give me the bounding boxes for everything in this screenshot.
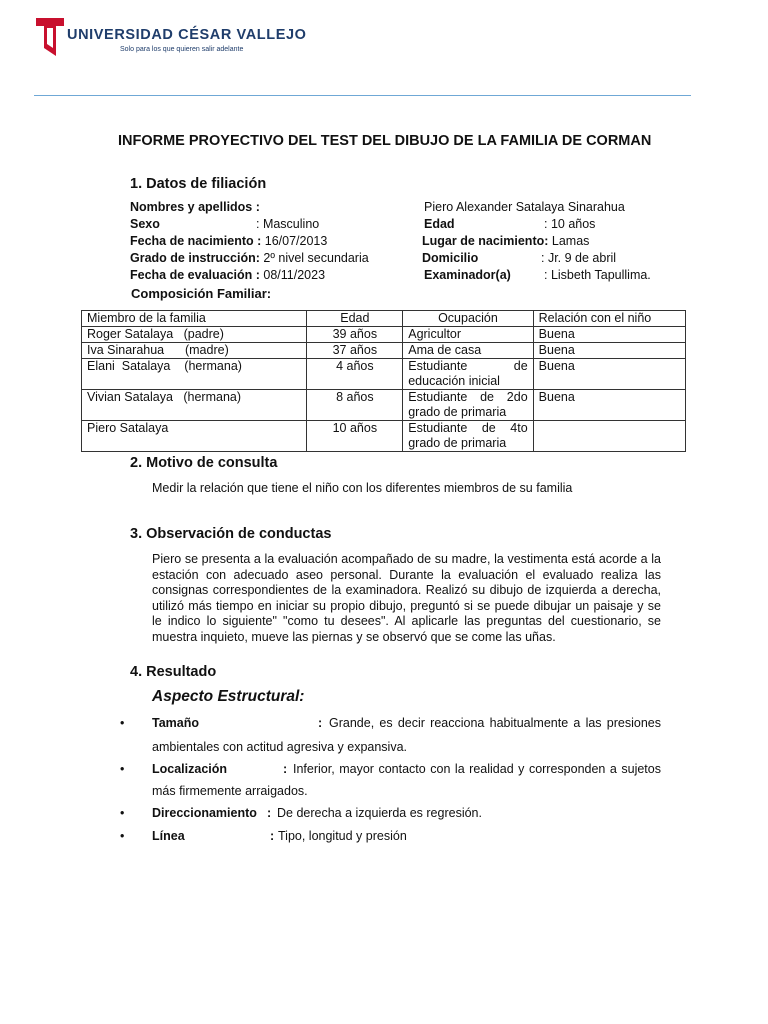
header-divider <box>34 95 691 96</box>
cell-miembro: Elani Satalaya (hermana) <box>82 359 307 390</box>
lugar-nacimiento-row <box>422 234 589 248</box>
cell-ocupacion: Estudiante de 2do grado de primaria <box>403 390 533 421</box>
table-row <box>82 327 686 343</box>
examinador-value: : Lisbeth Tapullima. <box>544 268 651 282</box>
localizacion-text: Inferior, mayor contacto con la realidad y corresponden a sujetos <box>293 762 661 776</box>
direccionamiento-label: Direccionamiento <box>152 806 257 820</box>
university-logo <box>36 16 307 60</box>
tamano-colon: : <box>318 716 323 730</box>
examinador-label: Examinador(a) <box>424 268 511 282</box>
table-row <box>82 343 686 359</box>
bullet-icon: • <box>120 829 125 843</box>
shield-logo-icon <box>36 16 64 58</box>
motivo-text: Medir la relación que tiene el niño con los diferentes miembros de su familia <box>152 481 573 495</box>
grado-row <box>130 251 369 265</box>
sexo-value: : Masculino <box>256 217 320 231</box>
family-table <box>81 310 686 452</box>
cell-edad: 4 años <box>307 359 403 390</box>
edad-label: Edad <box>424 217 455 231</box>
header-relacion: Relación con el niño <box>533 311 685 327</box>
sexo-label: Sexo <box>130 217 160 231</box>
section-heading-motivo: 2. Motivo de consulta <box>130 455 278 471</box>
domicilio-label: Domicilio <box>422 251 479 265</box>
document-title: INFORME PROYECTIVO DEL TEST DEL DIBUJO DE LA FAMILIA DE CORMAN <box>118 133 652 149</box>
bullet-icon: • <box>120 762 125 776</box>
fecha-evaluacion-row <box>130 268 325 282</box>
direccionamiento-colon: : <box>267 806 272 820</box>
cell-miembro: Vivian Satalaya (hermana) <box>82 390 307 421</box>
table-row <box>82 421 686 452</box>
university-tagline: Solo para los que quieren salir adelante <box>120 46 244 53</box>
bullet-icon: • <box>120 806 125 820</box>
fecha-evaluacion-label: Fecha de evaluación : <box>130 268 260 282</box>
localizacion-text-cont: más firmemente arraigados. <box>152 784 308 798</box>
cell-ocupacion: Estudiante de 4to grado de primaria <box>403 421 533 452</box>
cell-edad: 10 años <box>307 421 403 452</box>
nombres-value: Piero Alexander Satalaya Sinarahua <box>424 200 625 214</box>
header-edad: Edad <box>307 311 403 327</box>
localizacion-colon: : <box>283 762 288 776</box>
lugar-nacimiento-label: Lugar de nacimiento: <box>422 234 549 248</box>
bullet-icon: • <box>120 716 125 730</box>
grado-value: 2º nivel secundaria <box>263 251 369 265</box>
fecha-nacimiento-row <box>130 234 327 248</box>
tamano-text-cont: ambientales con actitud agresiva y expansiva. <box>152 740 408 754</box>
nombres-label: Nombres y apellidos : <box>130 200 260 214</box>
lugar-nacimiento-value: Lamas <box>551 234 590 248</box>
tamano-text: Grande, es decir reacciona habitualmente a las presiones <box>329 716 661 730</box>
university-name: UNIVERSIDAD CÉSAR VALLEJO <box>67 27 307 43</box>
aspecto-estructural-heading: Aspecto Estructural: <box>152 688 305 705</box>
cell-relacion: Buena <box>533 359 685 390</box>
cell-miembro: Piero Satalaya <box>82 421 307 452</box>
cell-edad: 37 años <box>307 343 403 359</box>
section-heading-resultado: 4. Resultado <box>130 664 217 680</box>
cell-ocupacion: Estudiante de educación inicial <box>403 359 533 390</box>
observacion-text: Piero se presenta a la evaluación acompañado de su madre, la vestimenta está acorde a la estación con adecuado aseo personal. Durante la evaluación el evaluado realiza las consignas correspondientes de la examinadora. Realizó su dibujo de izquierda a derecha, utilizó más tiempo en iniciar su propio dibujo, preguntó si se puede dibujar un paisaje y se le indico lo siguiente" "como tu desees". Al aplicarle las preguntas del cuestionario, se muestra inquieto, mueve las piernas y se observó que se come las uñas. <box>152 552 661 644</box>
tamano-label: Tamaño <box>152 716 199 730</box>
domicilio-value: : Jr. 9 de abril <box>541 251 617 265</box>
grado-label: Grado de instrucción: <box>130 251 260 265</box>
section-heading-filiacion: 1. Datos de filiación <box>130 176 267 192</box>
cell-ocupacion: Ama de casa <box>403 343 533 359</box>
direccionamiento-text: De derecha a izquierda es regresión. <box>277 806 482 820</box>
cell-edad: 8 años <box>307 390 403 421</box>
edad-value: : 10 años <box>544 217 596 231</box>
linea-text: Tipo, longitud y presión <box>278 829 407 843</box>
cell-relacion: Buena <box>533 327 685 343</box>
cell-edad: 39 años <box>307 327 403 343</box>
fecha-nacimiento-label: Fecha de nacimiento : <box>130 234 262 248</box>
table-header-row <box>82 311 686 327</box>
cell-ocupacion: Agricultor <box>403 327 533 343</box>
cell-relacion <box>533 421 685 452</box>
fecha-nacimiento-value: 16/07/2013 <box>264 234 328 248</box>
linea-label: Línea <box>152 829 185 843</box>
cell-relacion: Buena <box>533 343 685 359</box>
cell-relacion: Buena <box>533 390 685 421</box>
table-row <box>82 359 686 390</box>
header-miembro: Miembro de la familia <box>82 311 307 327</box>
composicion-familiar-label: Composición Familiar: <box>131 286 272 301</box>
linea-colon: : <box>270 829 275 843</box>
cell-miembro: Iva Sinarahua (madre) <box>82 343 307 359</box>
table-row <box>82 390 686 421</box>
header-ocupacion: Ocupación <box>403 311 533 327</box>
fecha-evaluacion-value: 08/11/2023 <box>263 268 326 282</box>
section-heading-observacion: 3. Observación de conductas <box>130 526 332 542</box>
localizacion-label: Localización <box>152 762 228 776</box>
cell-miembro: Roger Satalaya (padre) <box>82 327 307 343</box>
